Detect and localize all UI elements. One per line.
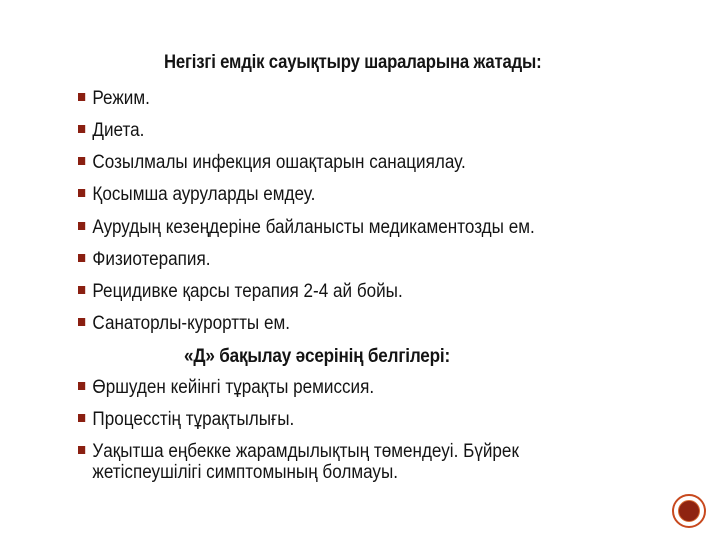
list-item: Уақытша еңбекке жарамдылықтың төмендеуі. Бүйрек жетіспеушілігі симптомының болмауы. [78,441,519,483]
list-item: Қосымша ауруларды емдеу. [78,184,315,206]
square-bullet-icon [78,254,85,262]
square-bullet-icon [78,222,85,230]
square-bullet-icon [78,382,85,390]
square-bullet-icon [78,318,85,326]
list-item: Процесстің тұрақтылығы. [78,409,294,431]
list-item: Санаторлы-курортты ем. [78,313,290,335]
list-item: Физиотерапия. [78,249,210,271]
d-monitoring-heading: «Д» бақылау әсерінің белгілері: [184,346,450,367]
list-item: Рецидивке қарсы терапия 2-4 ай бойы. [78,281,403,303]
badge-circle-icon [678,500,700,522]
square-bullet-icon [78,414,85,422]
square-bullet-icon [78,189,85,197]
square-bullet-icon [78,286,85,294]
list-item: Аурудың кезеңдеріне байланысты медикаментозды ем. [78,217,535,239]
square-bullet-icon [78,125,85,133]
list-item: Диета. [78,120,144,142]
list-item: Өршуден кейінгі тұрақты ремиссия. [78,377,374,399]
list-item: Созылмалы инфекция ошақтарын санациялау. [78,152,466,174]
main-heading: Негізгі емдік сауықтыру шараларына жатады: [164,52,542,73]
square-bullet-icon [78,446,85,454]
square-bullet-icon [78,93,85,101]
page-number-badge [672,494,706,528]
square-bullet-icon [78,157,85,165]
list-item: Режим. [78,88,150,110]
